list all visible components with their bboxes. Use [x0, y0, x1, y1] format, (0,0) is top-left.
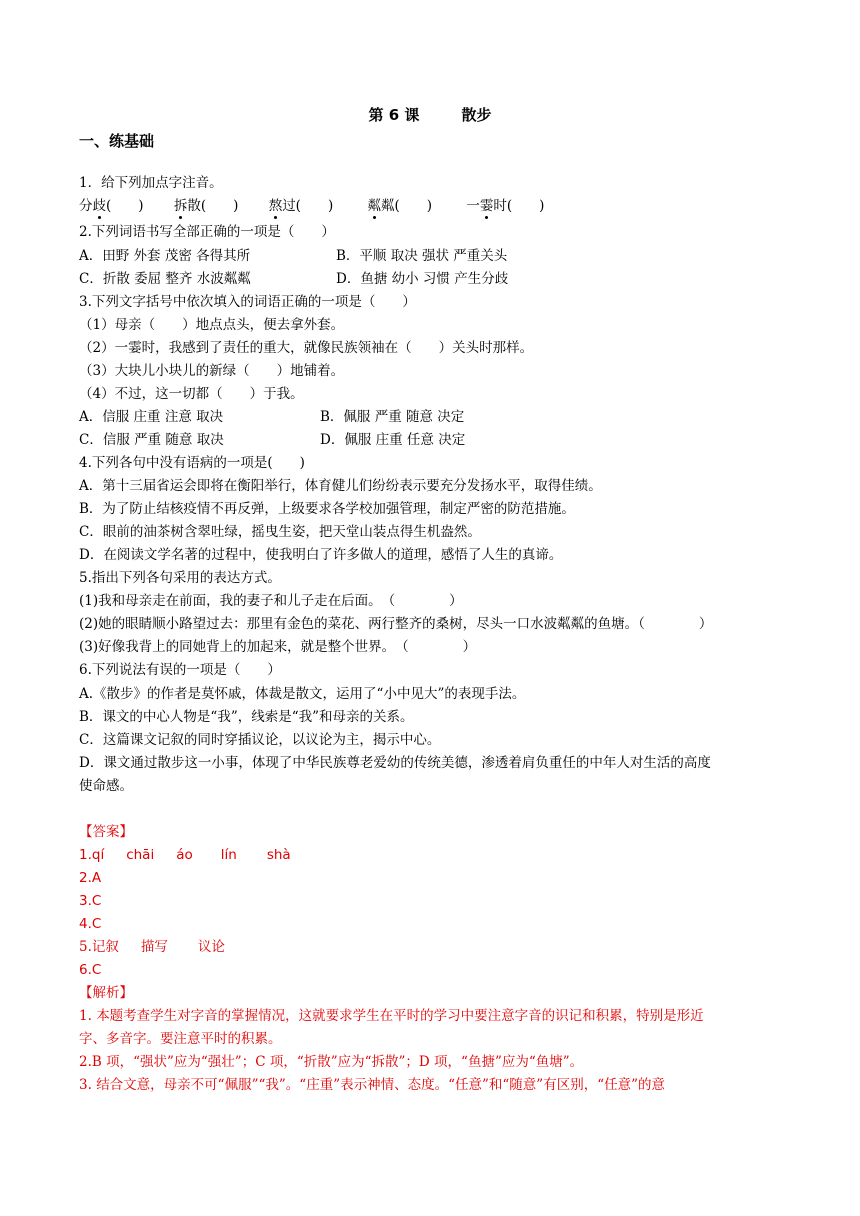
question-4-stem: 4.下列各句中没有语病的一项是( ): [79, 455, 305, 471]
analysis-1: 1. 本题考查学生对字音的掌握情况，这就要求学生在平时的学习中要注意字音的识记和积累，特别是形近: [79, 1008, 704, 1024]
question-5-sentence: (3)好像我背上的同她背上的加起来，就是整个世界。 （ ）: [79, 639, 477, 655]
option-d-continued: 使命感。: [79, 778, 133, 794]
question-5-stem: 5.指出下列各句采用的表达方式。: [79, 570, 281, 586]
option-c: C．这篇课文记叙的同时穿插议论，以议论为主，揭示中心。: [79, 732, 441, 748]
answer-5: 5.记叙 描写 议论: [79, 939, 225, 955]
section-heading: 一、练基础: [79, 132, 155, 150]
answer-3: 3.C: [79, 893, 102, 909]
question-2-options-cd: [79, 269, 509, 289]
analysis-3: 3. 结合文意，母亲不可“佩服”“我”。“庄重”表示神情、态度。“任意”和“随意”有区别，“任意”的意: [79, 1077, 666, 1093]
analysis-2: 2.B 项，“强状”应为“强壮”；C 项，“折散”应为“拆散”；D 项，“鱼搪”应为“鱼塘”。: [79, 1054, 584, 1070]
answer-6: 6.C: [79, 962, 102, 978]
question-1-items: [79, 196, 544, 216]
option-c: C．眼前的油茶树含翠吐绿，摇曳生姿，把天堂山装点得生机盎然。: [79, 524, 481, 540]
q1-item: 分歧( ): [79, 198, 144, 214]
page-title: [0, 104, 860, 125]
q1-item: 一霎时( ): [466, 198, 545, 214]
q1-item: 拆散( ): [173, 198, 239, 214]
option-d: D．课文通过散步这一小事，体现了中华民族尊老爱幼的传统美德，渗透着肩负重任的中年人对生活的高度: [79, 755, 711, 771]
lesson-name: 散步: [461, 106, 492, 124]
option-a: A．田野 外套 茂密 各得其所: [79, 248, 251, 264]
question-5-sentence: (2)她的眼睛顺小路望过去：那里有金色的菜花、两行整齐的桑树，尽头一口水波粼粼的鱼塘。（ ）: [79, 616, 713, 632]
analysis-1-continued: 字、多音字。要注意平时的积累。: [79, 1031, 282, 1047]
option-c: C．信服 严重 随意 取决: [79, 432, 224, 448]
question-3-options-ab: [79, 407, 465, 427]
answer-2: 2.A: [79, 870, 102, 886]
option-b: B．为了防止结核疫情不再反弹，上级要求各学校加强管理，制定严密的防范措施。: [79, 501, 575, 517]
answer-header: 【答案】: [79, 824, 133, 840]
question-3-stem: 3.下列文字括号中依次填入的词语正确的一项是（ ）: [79, 294, 416, 310]
question-3-sentence: （3）大块儿小块儿的新绿（ ）地铺着。: [79, 363, 345, 379]
option-a: A.《散步》的作者是莫怀戚，体裁是散文，运用了“小中见大”的表现手法。: [79, 686, 526, 702]
answer-4: 4.C: [79, 916, 102, 932]
question-5-sentence: (1)我和母亲走在前面，我的妻子和儿子走在后面。 （ ）: [79, 593, 463, 609]
question-3-options-cd: [79, 430, 466, 450]
option-a: A．信服 庄重 注意 取决: [79, 409, 224, 425]
option-c: C．折散 委屈 整齐 水波粼粼: [79, 271, 251, 287]
question-2-options-ab: [79, 246, 508, 266]
question-3-sentence: （4）不过，这一切都（ ）于我。: [79, 386, 304, 402]
question-6-stem: 6.下列说法有误的一项是（ ）: [79, 662, 281, 678]
q1-item: 粼粼( ): [367, 198, 433, 214]
question-3-sentence: （2）一霎时，我感到了责任的重大，就像民族领袖在（ ）关头时那样。: [79, 340, 534, 356]
option-d: D．佩服 庄重 任意 决定: [320, 432, 466, 448]
option-d: D．鱼搪 幼小 习惯 产生分歧: [336, 271, 509, 287]
question-2-stem: 2.下列词语书写全部正确的一项是（ ）: [79, 224, 335, 240]
q1-item: 熬过( ): [268, 198, 334, 214]
option-b: B．佩服 严重 随意 决定: [320, 409, 465, 425]
option-b: B．课文的中心人物是“我”，线索是“我”和母亲的关系。: [79, 709, 414, 725]
answer-1: 1.qí chāi áo lín shà: [79, 847, 291, 863]
question-1-stem: 1．给下列加点字注音。: [79, 175, 223, 191]
option-d: D．在阅读文学名著的过程中，使我明白了许多做人的道理，感悟了人生的真谛。: [79, 547, 563, 563]
analysis-header: 【解析】: [79, 985, 133, 1001]
question-3-sentence: （1）母亲（ ）地点点头，便去拿外套。: [79, 317, 345, 333]
option-b: B．平顺 取决 强状 严重关头: [336, 248, 508, 264]
lesson-number: 第 6 课: [368, 106, 420, 124]
option-a: A．第十三届省运会即将在衡阳举行，体育健儿们纷纷表示要充分发扬水平，取得佳绩。: [79, 478, 602, 494]
